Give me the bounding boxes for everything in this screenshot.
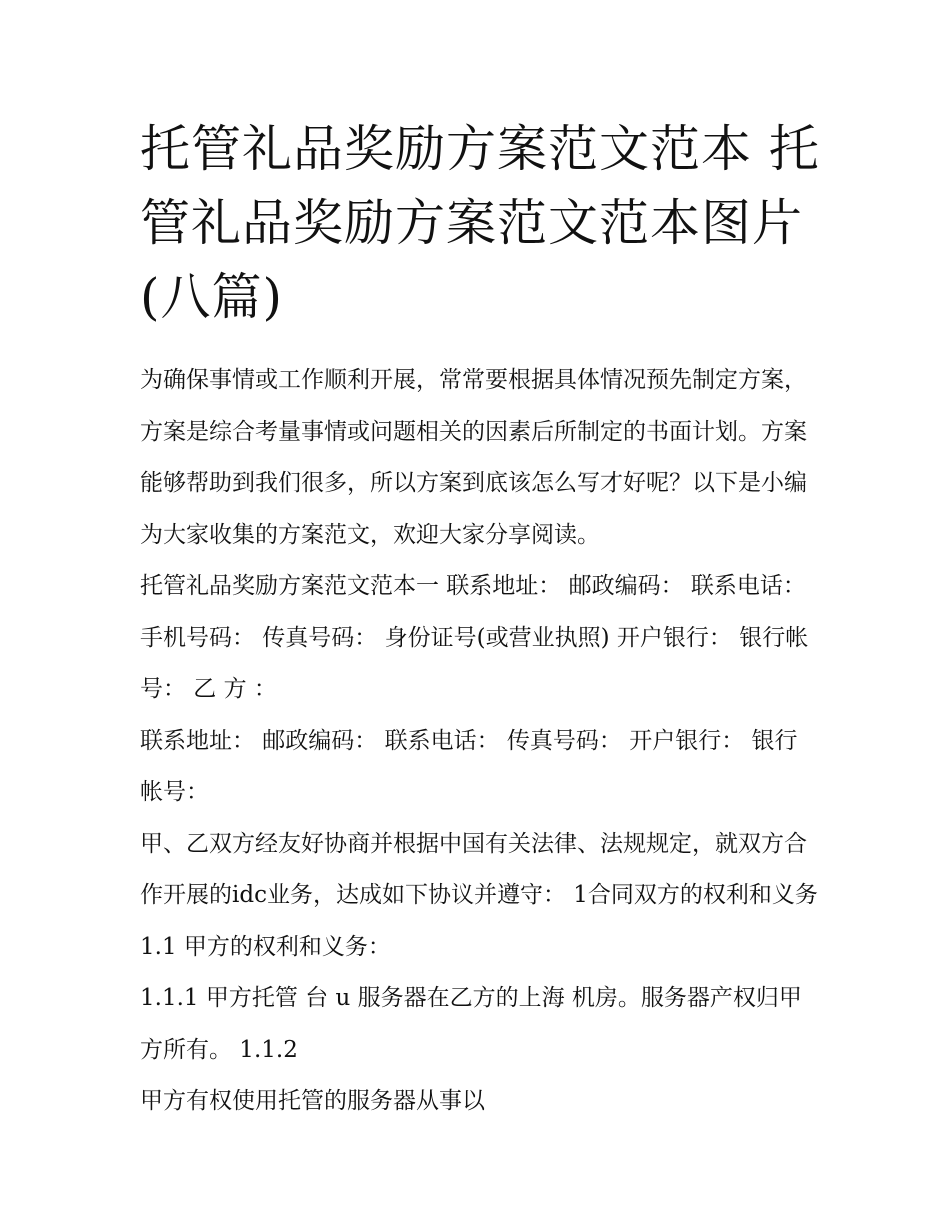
document-title: 托管礼品奖励方案范文范本 托管礼品奖励方案范文范本图片(八篇) [140, 120, 820, 326]
paragraph-clause-1-1-2: 甲方有权使用托管的服务器从事以 [140, 1088, 485, 1114]
paragraph-clause-1-1-1: 1.1.1 甲方托管 台 u 服务器在乙方的上海 机房。服务器产权归甲方所有。 1.1.2 [140, 985, 802, 1063]
paragraph-agreement: 甲、乙双方经友好协商并根据中国有关法律、法规规定，就双方合作开展的idc业务，达成如下协议并遵守： 1合同双方的权利和义务 1.1 甲方的权利和义务： [140, 830, 818, 960]
document-body [140, 355, 820, 1128]
paragraph-intro: 为确保事情或工作顺利开展，常常要根据具体情况预先制定方案，方案是综合考量事情或问题相关的因素后所制定的书面计划。方案能够帮助到我们很多，所以方案到底该怎么写才好呢？以下是小编为大家收集的方案范文，欢迎大家分享阅读。 [140, 367, 807, 548]
paragraph-party-a-contact: 托管礼品奖励方案范文范本一 联系地址： 邮政编码： 联系电话： 手机号码： 传真号码： 身份证号(或营业执照) 开户银行： 银行帐号： 乙 方 ： [140, 573, 809, 702]
paragraph-party-b-contact: 联系地址： 邮政编码： 联系电话： 传真号码： 开户银行： 银行帐号： [140, 727, 798, 805]
